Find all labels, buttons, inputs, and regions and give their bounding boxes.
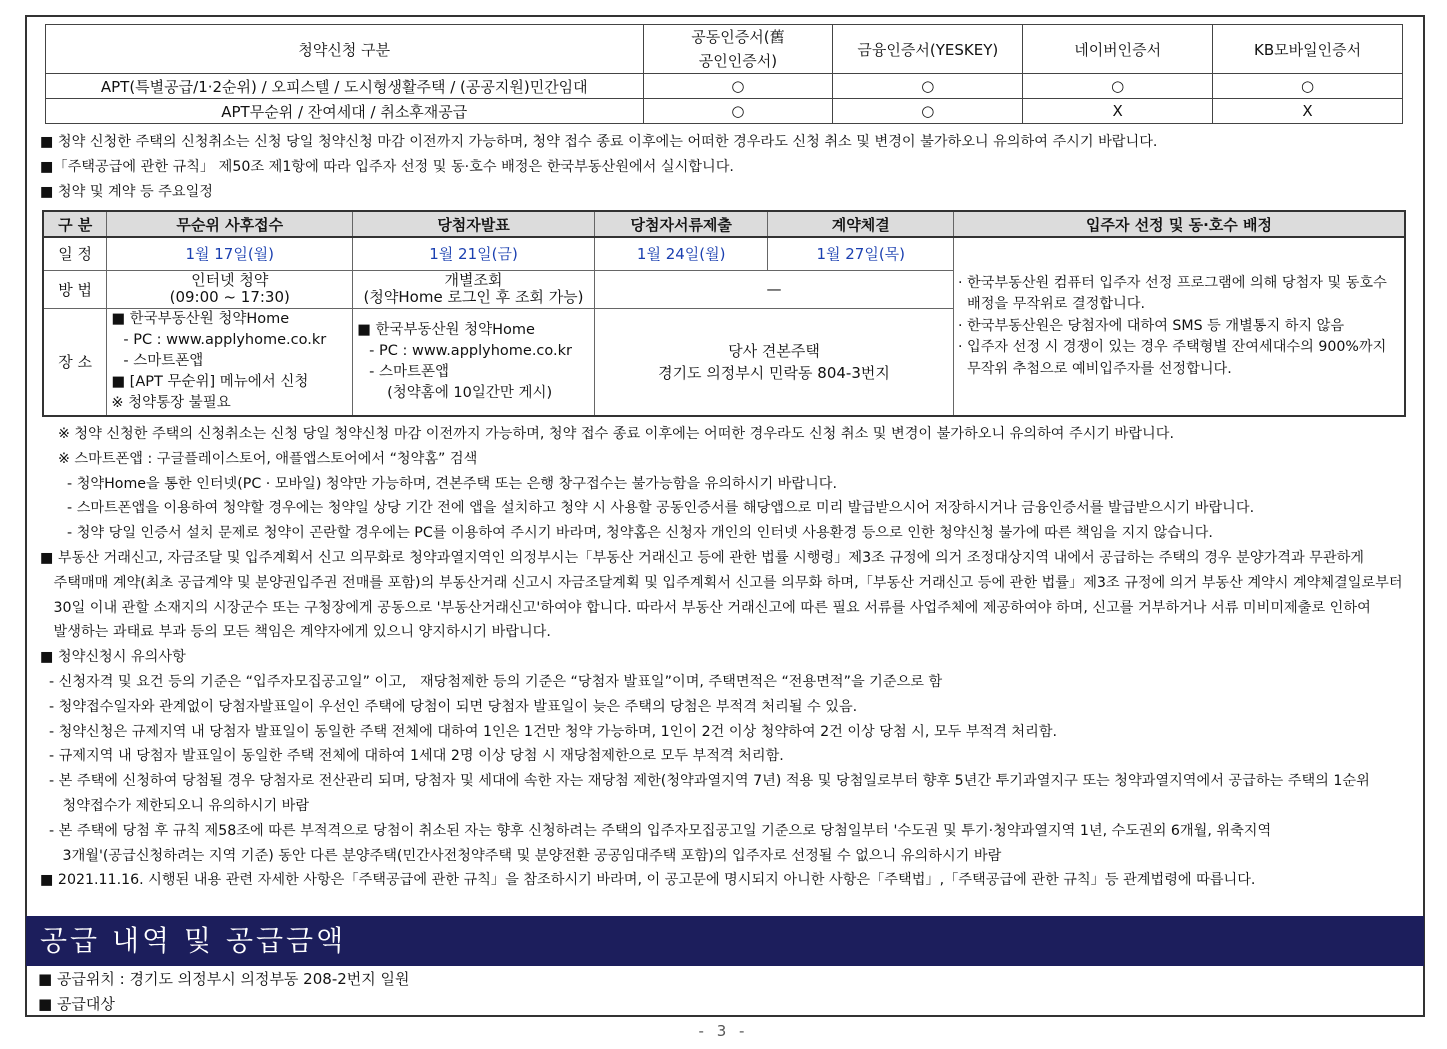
note-line: - 본 주택에 신청하여 당첨될 경우 당첨자로 전산관리 되며, 당첨자 및 세대에 속한 자는 재당첨 제한(청약과열지역 7년) 적용 및 당첨일로부터 향후 5년간 투기과열지구 또는 청약과열지역에서 공급하는 주택의 1순위 (40, 773, 1370, 790)
schedule-header: 당첨자발표 (353, 211, 595, 237)
method-cell: 인터넷 청약 (09:00 ~ 17:30) (107, 270, 353, 308)
note-line: - 본 주택에 당첨 후 규칙 제58조에 따른 부적격으로 당첨이 취소된 자는 향후 신청하려는 주택의 입주자모집공고일 기준으로 당첨일부터 '수도권 및 투기·청약과열지역 1년, 수도권외 6개월, 위축지역 (40, 822, 1272, 839)
assign-line: · 입주자 선정 시 경쟁이 있는 경우 주택형별 잔여세대수의 900%까지 (958, 339, 1387, 356)
date-cell: 1월 27일(목) (768, 237, 954, 270)
header-cell: KB모바일인증서 (1213, 25, 1403, 74)
place-line: 당사 견본주택 (728, 341, 820, 360)
assign-line: · 한국부동산원은 당첨자에 대하여 SMS 등 개별통지 하지 않음 (958, 317, 1345, 334)
note-line: ■ 청약 및 계약 등 주요일정 (40, 183, 214, 200)
assign-line: · 한국부동산원 컴퓨터 입주자 선정 프로그램에 의해 당첨자 및 동호수 (958, 274, 1387, 291)
assign-line: 무작위 추첨으로 예비입주자를 선정합니다. (958, 360, 1232, 377)
note-line: - 청약Home을 통한 인터넷(PC · 모바일) 청약만 가능하며, 견본주택 또는 은행 창구접수는 불가능함을 유의하시기 바랍니다. (40, 475, 838, 492)
place-cell (107, 308, 353, 416)
note-line: 30일 이내 관할 소재지의 시장군수 또는 구청장에게 공동으로 '부동산거래신고'하여야 합니다. 따라서 부동산 거래신고에 따른 필요 서류를 사업주체에 제공하여야 하며, 신고를 거부하거나 서류 미비미제출로 인하여 (40, 599, 1371, 616)
date-cell: 1월 24일(월) (594, 237, 768, 270)
method-cell: — (594, 270, 953, 308)
place-line: - PC : www.applyhome.co.kr (369, 342, 572, 359)
header-cell: 네이버인증서 (1023, 25, 1213, 74)
note-line: - 신청자격 및 요건 등의 기준은 “입주자모집공고일” 이고, 재당첨제한 등의 기준은 “당첨자 발표일”이며, 주택면적은 “전용면적”을 기준으로 함 (40, 673, 943, 690)
note-line: ※ 스마트폰앱 : 구글플레이스토어, 애플앱스토어에서 “청약홈” 검색 (40, 450, 478, 467)
note-line: - 청약접수일자와 관계없이 당첨자발표일이 우선인 주택에 당첨이 되면 당첨자 발표일이 늦은 주택의 당첨은 부적격 처리될 수 있음. (40, 698, 858, 715)
note-line: - 청약신청은 규제지역 내 당첨자 발표일이 동일한 주택 전체에 대하여 1인은 1건만 청약 가능하며, 1인이 2건 이상 청약하여 2건 이상 당첨 시, 모두 부적격 처리함. (40, 723, 1058, 740)
table-cell: ○ (833, 74, 1023, 99)
place-line: 경기도 의정부시 민락동 804-3번지 (658, 363, 890, 382)
schedule-header: 계약체결 (768, 211, 954, 237)
table-cell: X (1213, 99, 1403, 124)
row-label: 일 정 (43, 237, 107, 270)
place-cell (353, 308, 595, 416)
row-label: APT무순위 / 잔여세대 / 취소후재공급 (46, 99, 644, 124)
date-cell: 1월 21일(금) (353, 237, 595, 270)
note-line: 주택매매 계약(최초 공급계약 및 분양권입주권 전매를 포함)의 부동산거래 신고시 자금조달계획 및 입주계획서 신고를 의무화 하며,「부동산 거래신고 등에 관한 법률」제3조 규정에 의거 부동산 계약시 계약체결일로부터 (40, 574, 1403, 591)
note-line: ■ 청약신청시 유의사항 (40, 649, 186, 666)
place-line: (청약홈에 10일간만 게시) (387, 384, 553, 401)
supply-target: ■ 공급대상 (38, 995, 115, 1013)
row-label: APT(특별공급/1·2순위) / 오피스텔 / 도시형생활주택 / (공공지원)민간임대 (46, 74, 644, 99)
note-line: ■ 2021.11.16. 시행된 내용 관련 자세한 사항은「주택공급에 관한 규칙」을 참조하시기 바라며, 이 공고문에 명시되지 아니한 사항은「주택법」,「주택공급에 관한 규칙」등 관계법령에 따릅니다. (40, 872, 1256, 889)
note-line: - 청약 당일 인증서 설치 문제로 청약이 곤란할 경우에는 PC를 이용하여 주시기 바라며, 청약홈은 신청자 개인의 인터넷 사용환경 등으로 인한 청약신청 불가에 따른 책임을 지지 않습니다. (40, 525, 1213, 542)
header-cell: 공동인증서(舊 공인인증서) (643, 25, 833, 74)
note-line: ■ 부동산 거래신고, 자금조달 및 입주계획서 신고 의무화로 청약과열지역인 의정부시는「부동산 거래신고 등에 관한 법률 시행령」제3조 규정에 의거 조정대상지역 내에서 공급하는 주택의 경우 분양가격과 무관하게 (40, 549, 1364, 566)
supply-location: ■ 공급위치 : 경기도 의정부시 의정부동 208-2번지 일원 (38, 970, 410, 988)
row-label: 장 소 (43, 308, 107, 416)
table-cell: ○ (1213, 74, 1403, 99)
place-line: - PC : www.applyhome.co.kr (123, 332, 327, 349)
place-line: ※ 청약통장 불필요 (111, 395, 231, 412)
note-line: ■ 청약 신청한 주택의 신청취소는 신청 당일 청약신청 마감 이전까지 가능하며, 청약 접수 종료 이후에는 어떠한 경우라도 신청 취소 및 변경이 불가하오니 유의하여 주시기 바랍니다. (40, 134, 1158, 150)
schedule-table (42, 210, 1406, 417)
table-cell: X (1023, 99, 1213, 124)
schedule-header: 당첨자서류제출 (594, 211, 768, 237)
place-line: - 스마트폰앱 (123, 353, 204, 370)
certificate-table (45, 24, 1403, 124)
schedule-header: 무순위 사후접수 (107, 211, 353, 237)
assign-line: 배정을 무작위로 결정합니다. (958, 296, 1146, 313)
place-line: - 스마트폰앱 (369, 363, 450, 380)
note-line: ※ 청약 신청한 주택의 신청취소는 신청 당일 청약신청 마감 이전까지 가능하며, 청약 접수 종료 이후에는 어떠한 경우라도 신청 취소 및 변경이 불가하오니 유의하여 주시기 바랍니다. (40, 426, 1174, 442)
method-cell: 개별조회 (청약Home 로그인 후 조회 가능) (353, 270, 595, 308)
body-notes (40, 422, 1403, 893)
note-line: - 규제지역 내 당첨자 발표일이 동일한 주택 전체에 대하여 1세대 2명 이상 당첨 시 재당첨제한으로 모두 부적격 처리함. (40, 748, 784, 765)
note-line: 청약접수가 제한되오니 유의하시기 바람 (40, 797, 310, 814)
place-cell (594, 308, 953, 416)
table-cell: ○ (1023, 74, 1213, 99)
table-cell: ○ (833, 99, 1023, 124)
page-number: - 3 - (698, 1022, 749, 1040)
section-banner: 공급 내역 및 공급금액 (26, 916, 1424, 966)
date-cell: 1월 17일(월) (107, 237, 353, 270)
place-line: ■ 한국부동산원 청약Home (357, 321, 535, 338)
place-line: ■ [APT 무순위] 메뉴에서 신청 (111, 374, 309, 391)
header-cell: 청약신청 구분 (46, 25, 644, 74)
assign-cell (954, 237, 1406, 416)
header-cell: 금융인증서(YESKEY) (833, 25, 1023, 74)
note-line: - 스마트폰앱을 이용하여 청약할 경우에는 청약일 상당 기간 전에 앱을 설치하고 청약 시 사용할 공동인증서를 해당앱으로 미리 발급받으시어 저장하시거나 금융인증서를 발급받으시기 바랍니다. (40, 500, 1255, 517)
schedule-header: 구 분 (43, 211, 107, 237)
schedule-header: 입주자 선정 및 동·호수 배정 (954, 211, 1406, 237)
table-cell: ○ (643, 99, 833, 124)
row-label: 방 법 (43, 270, 107, 308)
note-line: 발생하는 과태료 부과 등의 모든 책임은 계약자에게 있으니 양지하시기 바랍니다. (40, 624, 551, 641)
note-line: 3개월'(공급신청하려는 지역 기준) 동안 다른 분양주택(민간사전청약주택 및 분양전환 공공임대주택 포함)의 입주자로 선정될 수 없으니 유의하시기 바람 (40, 847, 1002, 864)
top-notes (40, 130, 1157, 204)
note-line: ■「주택공급에 관한 규칙」 제50조 제1항에 따라 입주자 선정 및 동·호수 배정은 한국부동산원에서 실시합니다. (40, 158, 734, 175)
table-cell: ○ (643, 74, 833, 99)
place-line: ■ 한국부동산원 청약Home (111, 311, 290, 328)
